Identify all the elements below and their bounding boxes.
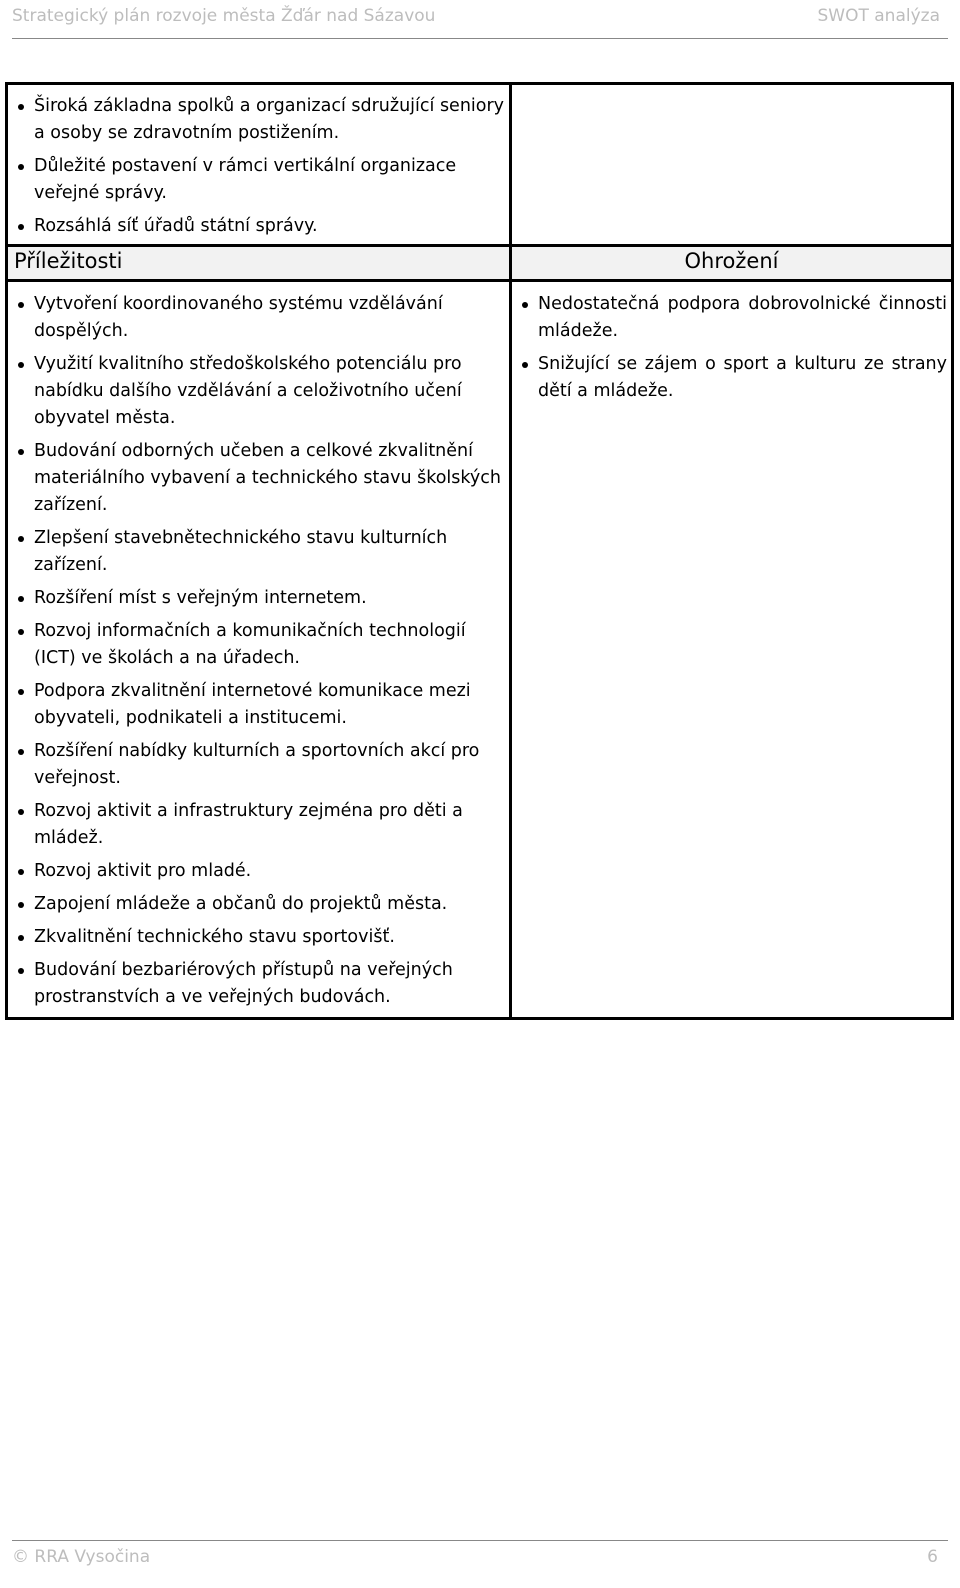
list-item: Rozvoj aktivit pro mladé. [8,858,505,885]
list-item: Nedostatečná podpora dobrovolnické činnosti mládeže. [512,291,947,345]
list-item: Budování bezbariérových přístupů na veřejných prostranstvích a ve veřejných budovách. [8,957,505,1011]
opportunities-cell [7,281,511,1019]
list-item: Široká základna spolků a organizací sdružující seniory a osoby se zdravotním postižením. [8,93,505,147]
list-item: Vytvoření koordinovaného systému vzdělávání dospělých. [8,291,505,345]
threats-list [512,291,947,405]
list-item: Rozšíření míst s veřejným internetem. [8,585,505,612]
list-item: Rozšíření nabídky kulturních a sportovních akcí pro veřejnost. [8,738,505,792]
page-footer [12,1540,948,1581]
list-item: Rozvoj aktivit a infrastruktury zejména pro děti a mládež. [8,798,505,852]
threats-cell [511,281,953,1019]
swot-table [5,82,954,1020]
weaknesses-cell [511,84,953,246]
list-item: Podpora zkvalitnění internetové komunikace mezi obyvateli, podnikateli a institucemi. [8,678,505,732]
page-number: 6 [927,1547,938,1567]
section-title: SWOT analýza [817,6,940,26]
document-title: Strategický plán rozvoje města Žďár nad Sázavou [12,6,436,26]
page-header [12,0,948,39]
strengths-cell [7,84,511,246]
list-item: Snižující se zájem o sport a kulturu ze strany dětí a mládeže. [512,351,947,405]
opportunities-heading: Příležitosti [7,246,511,281]
list-item: Budování odborných učeben a celkové zkvalitnění materiálního vybavení a technického stavu školských zařízení. [8,438,505,519]
list-item: Rozsáhlá síť úřadů státní správy. [8,213,505,240]
strengths-list [8,93,505,240]
opportunities-list [8,291,505,1011]
list-item: Důležité postavení v rámci vertikální organizace veřejné správy. [8,153,505,207]
list-item: Zkvalitnění technického stavu sportovišť. [8,924,505,951]
footer-copyright: © RRA Vysočina [12,1547,151,1567]
list-item: Zapojení mládeže a občanů do projektů města. [8,891,505,918]
list-item: Zlepšení stavebnětechnického stavu kulturních zařízení. [8,525,505,579]
list-item: Rozvoj informačních a komunikačních technologií (ICT) ve školách a na úřadech. [8,618,505,672]
threats-heading: Ohrožení [511,246,953,281]
list-item: Využití kvalitního středoškolského potenciálu pro nabídku dalšího vzdělávání a celoživotního učení obyvatel města. [8,351,505,432]
